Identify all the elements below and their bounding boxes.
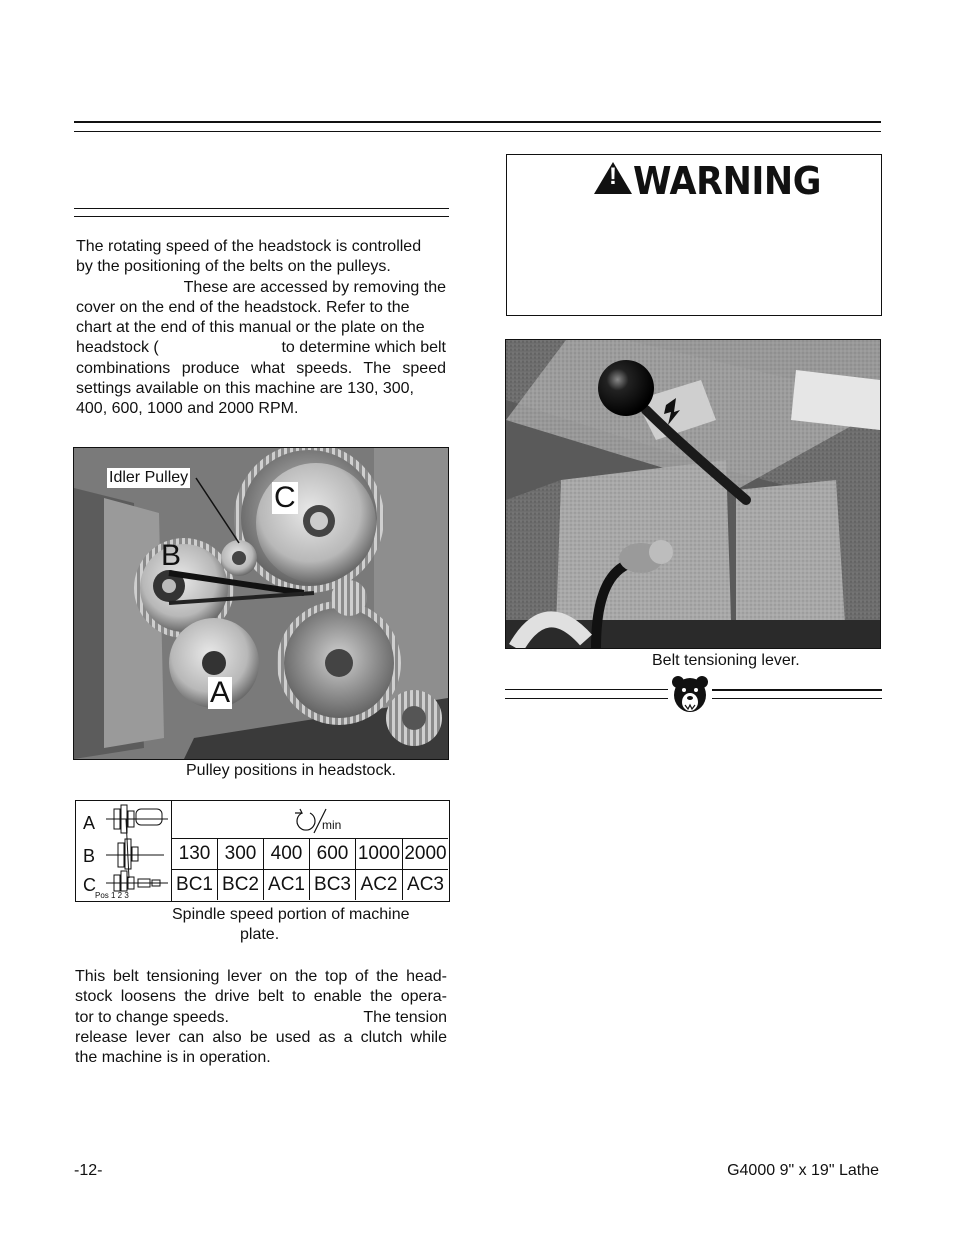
intro-line: The rotating speed of the headstock is controlled — [76, 238, 422, 255]
lever-line-end: The tension — [363, 1008, 447, 1026]
intro-line: cover on the end of the headstock. Refer to the — [76, 298, 410, 316]
warning-box — [506, 154, 882, 316]
warning-exclamation: ! — [609, 163, 617, 190]
intro-line: by the positioning of the belts on the pulleys. — [76, 258, 391, 276]
intro-line: combinations produce what speeds. The speed — [76, 359, 446, 377]
divider-rule-right-top — [712, 689, 882, 691]
divider-rule-right-bottom — [712, 698, 882, 699]
plate-table — [171, 838, 448, 900]
lever-line: stock loosens the drive belt to enable the opera- — [75, 988, 447, 1006]
pulley-photo-illustration — [74, 448, 448, 759]
plate-unit: min — [322, 818, 342, 832]
lever-line: release lever can also be used as a clutch while — [75, 1028, 447, 1046]
plate-caption-line1: Spindle speed portion of machine — [172, 906, 410, 923]
setting-cell: BC1 — [172, 870, 218, 901]
setting-cell: AC3 — [403, 870, 449, 901]
setting-cell: AC1 — [264, 870, 310, 901]
speed-cell: 400 — [264, 839, 310, 870]
lever-photo-caption: Belt tensioning lever. — [652, 652, 800, 669]
intro-paragraph — [76, 237, 446, 420]
pulley-label-b: B — [161, 539, 182, 572]
bear-logo-icon — [671, 675, 709, 715]
lever-line: the machine is in operation. — [75, 1049, 271, 1067]
setting-cell: BC3 — [310, 870, 356, 901]
intro-line: These are accessed by removing the — [183, 278, 446, 296]
intro-line-start: headstock ( — [76, 339, 159, 357]
figure1-caption: Pulley positions in headstock. — [186, 762, 396, 779]
lever-paragraph — [75, 967, 447, 1068]
intro-line-end: to determine which belt — [281, 339, 446, 357]
intro-line: chart at the end of this manual or the plate on the — [76, 319, 425, 337]
intro-line: settings available on this machine are 130, 300, — [76, 380, 414, 398]
plate-caption — [172, 905, 432, 945]
speed-cell: 600 — [310, 839, 356, 870]
warning-title: WARNING — [633, 159, 821, 203]
divider-rule-left-bottom — [505, 698, 668, 699]
header-rule-thick — [74, 121, 881, 123]
speed-cell: 1000 — [356, 839, 403, 870]
plate-row-label-b: B — [83, 846, 96, 866]
plate-setting-row — [172, 870, 449, 901]
speed-cell: 300 — [218, 839, 264, 870]
footer-model: G4000 9" x 19" Lathe — [727, 1162, 879, 1179]
page-number: -12- — [74, 1162, 103, 1179]
lever-photo — [505, 339, 881, 649]
plate-position-text: Pos 1 2 3 — [95, 891, 129, 900]
plate-row-label-c: C — [83, 875, 96, 895]
lever-line: This belt tensioning lever on the top of the head- — [75, 968, 447, 985]
lever-line-start: tor to change speeds. — [75, 1008, 229, 1026]
pulley-label-a: A — [210, 676, 231, 709]
lever-photo-illustration — [506, 340, 880, 648]
pulley-label-c: C — [274, 481, 296, 514]
intro-line: 400, 600, 1000 and 2000 RPM. — [76, 400, 299, 418]
pulley-photo — [73, 447, 449, 760]
header-rule-thin — [74, 131, 881, 132]
speed-cell: 130 — [172, 839, 218, 870]
plate-caption-line2: plate. — [240, 926, 280, 943]
divider-rule-left-top — [505, 689, 668, 690]
plate-speed-row — [172, 839, 449, 870]
intro-line — [76, 338, 446, 358]
section-rule-bottom — [74, 216, 449, 217]
lever-line — [75, 1008, 447, 1028]
idler-pulley-callout: Idler Pulley — [109, 469, 189, 486]
speed-plate — [75, 800, 450, 902]
pulley-diagram-icon — [96, 803, 171, 893]
setting-cell: AC2 — [356, 870, 403, 901]
speed-cell: 2000 — [403, 839, 449, 870]
plate-row-label-a: A — [83, 813, 96, 833]
section-rule-top — [74, 208, 449, 209]
setting-cell: BC2 — [218, 870, 264, 901]
